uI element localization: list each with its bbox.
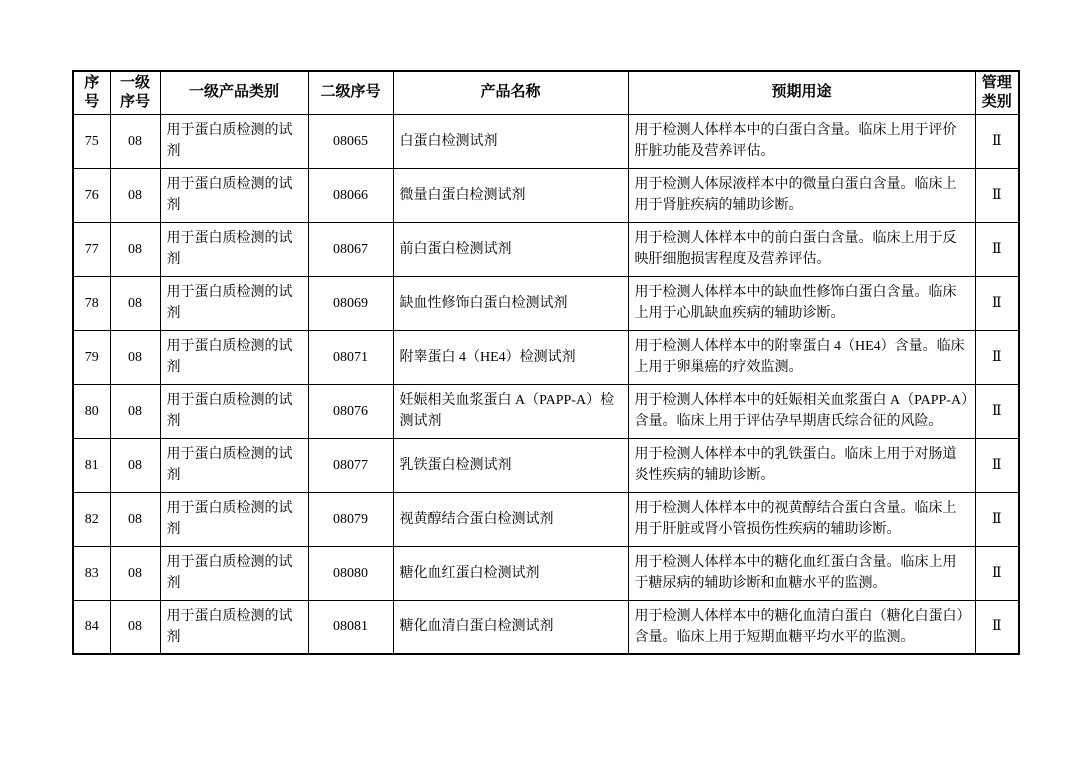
col-header-intended-use: 预期用途 bbox=[628, 71, 975, 114]
cell-serial: 81 bbox=[73, 438, 110, 492]
cell-mgmt-class: Ⅱ bbox=[975, 330, 1019, 384]
cell-serial: 80 bbox=[73, 384, 110, 438]
cell-mgmt-class: Ⅱ bbox=[975, 384, 1019, 438]
cell-level2-no: 08076 bbox=[308, 384, 393, 438]
cell-product-name: 乳铁蛋白检测试剂 bbox=[393, 438, 628, 492]
cell-intended-use: 用于检测人体样本中的前白蛋白含量。临床上用于反映肝细胞损害程度及营养评估。 bbox=[628, 222, 975, 276]
cell-mgmt-class: Ⅱ bbox=[975, 438, 1019, 492]
cell-product-name: 视黄醇结合蛋白检测试剂 bbox=[393, 492, 628, 546]
cell-intended-use: 用于检测人体样本中的糖化血清白蛋白（糖化白蛋白）含量。临床上用于短期血糖平均水平的监测。 bbox=[628, 600, 975, 654]
cell-level1-no: 08 bbox=[110, 276, 160, 330]
cell-level1-no: 08 bbox=[110, 330, 160, 384]
cell-intended-use: 用于检测人体样本中的缺血性修饰白蛋白含量。临床上用于心肌缺血疾病的辅助诊断。 bbox=[628, 276, 975, 330]
cell-product-name: 前白蛋白检测试剂 bbox=[393, 222, 628, 276]
cell-level1-no: 08 bbox=[110, 492, 160, 546]
cell-intended-use: 用于检测人体样本中的视黄醇结合蛋白含量。临床上用于肝脏或肾小管损伤性疾病的辅助诊断。 bbox=[628, 492, 975, 546]
cell-category: 用于蛋白质检测的试剂 bbox=[160, 114, 308, 168]
product-classification-table bbox=[72, 70, 1020, 655]
table-body bbox=[73, 114, 1019, 654]
cell-level1-no: 08 bbox=[110, 438, 160, 492]
col-header-level1-no: 一级序号 bbox=[110, 71, 160, 114]
col-header-level2-no: 二级序号 bbox=[308, 71, 393, 114]
cell-mgmt-class: Ⅱ bbox=[975, 168, 1019, 222]
table-row bbox=[73, 492, 1019, 546]
cell-level2-no: 08081 bbox=[308, 600, 393, 654]
cell-intended-use: 用于检测人体样本中的附睾蛋白 4（HE4）含量。临床上用于卵巢癌的疗效监测。 bbox=[628, 330, 975, 384]
cell-intended-use: 用于检测人体样本中的妊娠相关血浆蛋白 A（PAPP-A）含量。临床上用于评估孕早期唐氏综合征的风险。 bbox=[628, 384, 975, 438]
cell-category: 用于蛋白质检测的试剂 bbox=[160, 546, 308, 600]
cell-serial: 82 bbox=[73, 492, 110, 546]
table-row bbox=[73, 330, 1019, 384]
cell-level2-no: 08065 bbox=[308, 114, 393, 168]
cell-level1-no: 08 bbox=[110, 114, 160, 168]
cell-level2-no: 08069 bbox=[308, 276, 393, 330]
table-row bbox=[73, 546, 1019, 600]
cell-product-name: 白蛋白检测试剂 bbox=[393, 114, 628, 168]
cell-mgmt-class: Ⅱ bbox=[975, 600, 1019, 654]
col-header-serial: 序号 bbox=[73, 71, 110, 114]
cell-intended-use: 用于检测人体样本中的糖化血红蛋白含量。临床上用于糖尿病的辅助诊断和血糖水平的监测。 bbox=[628, 546, 975, 600]
cell-category: 用于蛋白质检测的试剂 bbox=[160, 384, 308, 438]
table-row bbox=[73, 276, 1019, 330]
cell-intended-use: 用于检测人体尿液样本中的微量白蛋白含量。临床上用于肾脏疾病的辅助诊断。 bbox=[628, 168, 975, 222]
cell-level2-no: 08071 bbox=[308, 330, 393, 384]
table-row bbox=[73, 438, 1019, 492]
cell-category: 用于蛋白质检测的试剂 bbox=[160, 276, 308, 330]
table-row bbox=[73, 384, 1019, 438]
table-header bbox=[73, 71, 1019, 114]
col-header-product-name: 产品名称 bbox=[393, 71, 628, 114]
cell-level1-no: 08 bbox=[110, 222, 160, 276]
cell-serial: 77 bbox=[73, 222, 110, 276]
cell-level2-no: 08067 bbox=[308, 222, 393, 276]
table-row bbox=[73, 600, 1019, 654]
cell-level1-no: 08 bbox=[110, 168, 160, 222]
cell-category: 用于蛋白质检测的试剂 bbox=[160, 330, 308, 384]
cell-category: 用于蛋白质检测的试剂 bbox=[160, 600, 308, 654]
cell-level1-no: 08 bbox=[110, 600, 160, 654]
cell-serial: 75 bbox=[73, 114, 110, 168]
cell-level2-no: 08077 bbox=[308, 438, 393, 492]
cell-product-name: 附睾蛋白 4（HE4）检测试剂 bbox=[393, 330, 628, 384]
cell-product-name: 微量白蛋白检测试剂 bbox=[393, 168, 628, 222]
cell-intended-use: 用于检测人体样本中的白蛋白含量。临床上用于评价肝脏功能及营养评估。 bbox=[628, 114, 975, 168]
cell-category: 用于蛋白质检测的试剂 bbox=[160, 438, 308, 492]
table-row bbox=[73, 114, 1019, 168]
cell-product-name: 糖化血清白蛋白检测试剂 bbox=[393, 600, 628, 654]
cell-level1-no: 08 bbox=[110, 546, 160, 600]
cell-mgmt-class: Ⅱ bbox=[975, 222, 1019, 276]
cell-mgmt-class: Ⅱ bbox=[975, 114, 1019, 168]
cell-serial: 79 bbox=[73, 330, 110, 384]
cell-serial: 78 bbox=[73, 276, 110, 330]
cell-product-name: 妊娠相关血浆蛋白 A（PAPP-A）检测试剂 bbox=[393, 384, 628, 438]
cell-mgmt-class: Ⅱ bbox=[975, 276, 1019, 330]
cell-intended-use: 用于检测人体样本中的乳铁蛋白。临床上用于对肠道炎性疾病的辅助诊断。 bbox=[628, 438, 975, 492]
cell-product-name: 缺血性修饰白蛋白检测试剂 bbox=[393, 276, 628, 330]
header-row bbox=[73, 71, 1019, 114]
cell-level2-no: 08079 bbox=[308, 492, 393, 546]
col-header-mgmt-class: 管理类别 bbox=[975, 71, 1019, 114]
cell-level2-no: 08066 bbox=[308, 168, 393, 222]
cell-serial: 83 bbox=[73, 546, 110, 600]
cell-category: 用于蛋白质检测的试剂 bbox=[160, 222, 308, 276]
cell-level2-no: 08080 bbox=[308, 546, 393, 600]
table-row bbox=[73, 168, 1019, 222]
col-header-category: 一级产品类别 bbox=[160, 71, 308, 114]
cell-category: 用于蛋白质检测的试剂 bbox=[160, 492, 308, 546]
cell-level1-no: 08 bbox=[110, 384, 160, 438]
cell-product-name: 糖化血红蛋白检测试剂 bbox=[393, 546, 628, 600]
cell-category: 用于蛋白质检测的试剂 bbox=[160, 168, 308, 222]
table-row bbox=[73, 222, 1019, 276]
cell-serial: 76 bbox=[73, 168, 110, 222]
cell-mgmt-class: Ⅱ bbox=[975, 492, 1019, 546]
cell-serial: 84 bbox=[73, 600, 110, 654]
cell-mgmt-class: Ⅱ bbox=[975, 546, 1019, 600]
